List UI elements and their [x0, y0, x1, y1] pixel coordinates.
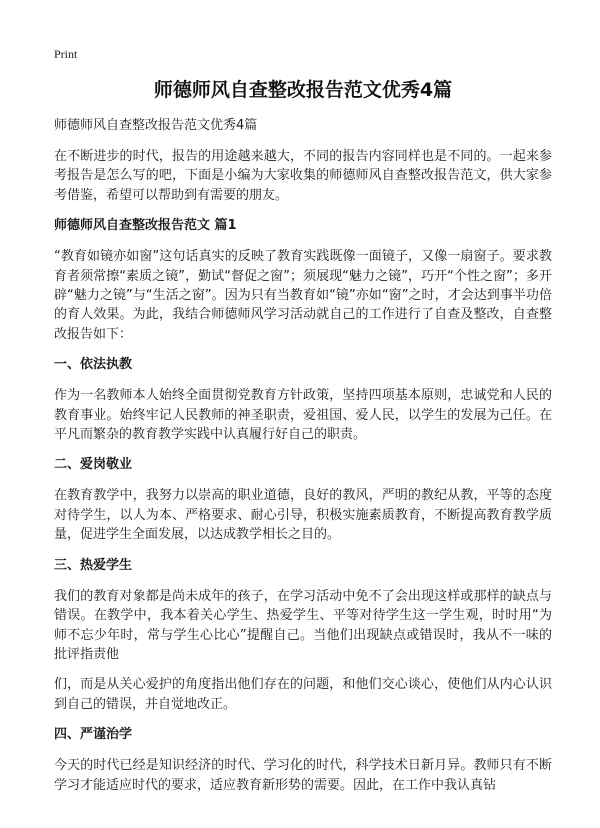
section-paragraph: 在教育教学中，我努力以崇高的职业道德，良好的教风，严明的教纪从教，平等的态度对待学生，以人为本、严格要求、耐心引导，积极实施素质教育，不断提高教育教学质量，促进学生全面发展，以达成教学相长之目的。	[54, 488, 552, 543]
document-title: 师德师风自查整改报告范文优秀4篇	[153, 79, 453, 101]
section-heading: 一、依法执教	[54, 357, 133, 373]
section-heading: 二、爱岗敬业	[54, 457, 133, 473]
section-heading: 三、热爱学生	[54, 557, 133, 573]
article-intro-paragraph: “教育如镜亦如窗”这句话真实的反映了教育实践既像一面镜子，又像一扇窗子。要求教育者须常擦“素质之镜”，勤试“督促之窗”；须展现“魅力之镜”，巧开“个性之窗”；多开辟“魅力之镜”与“生活之窗”。因为只有当教育如“镜”亦如“窗”之时，才会达到事半功倍的育人效果。为此，我结合师德师风学习活动就自己的工作进行了自查及整改，自查整改报告如下：	[54, 249, 552, 342]
section-paragraph: 们，而是从关心爱护的角度指出他们存在的问题，和他们交心谈心，使他们从内心认识到自己的错误，并自觉地改正。	[54, 677, 552, 712]
section-paragraph: 今天的时代已经是知识经济的时代、学习化的时代，科学技术日新月异。教师只有不断学习才能适应时代的要求，适应教育新形势的需要。因此，在工作中我认真钻	[54, 758, 552, 793]
section-heading: 四、严谨治学	[54, 727, 133, 743]
section-paragraph: 作为一名教师本人始终全面贯彻党教育方针政策，坚持四项基本原则，忠诚党和人民的教育事业。始终牢记人民教师的神圣职责，爱祖国、爱人民，以学生的发展为己任。在平凡而繁杂的教育教学实践中认真履行好自己的职责。	[54, 388, 552, 443]
print-link[interactable]: Print	[54, 47, 78, 61]
section-paragraph: 我们的教育对象都是尚未成年的孩子，在学习活动中免不了会出现这样或那样的缺点与错误。在教学中，我本着关心学生、热爱学生、平等对待学生这一学生观，时时用“为师不忘少年时，常与学生心比心”提醒自己。当他们出现缺点或错误时，我从不一味的批评指责他	[54, 588, 552, 662]
intro-paragraph: 在不断进步的时代，报告的用途越来越大，不同的报告内容同样也是不同的。一起来参考报告是怎么写的吧，下面是小编为大家收集的师德师风自查整改报告范文，供大家参考借鉴，希望可以帮助到有需要的朋友。	[54, 149, 552, 203]
document-subtitle: 师德师风自查整改报告范文优秀4篇	[54, 118, 258, 133]
article-heading: 师德师风自查整改报告范文 篇1	[54, 218, 237, 234]
document-body	[54, 78, 552, 806]
